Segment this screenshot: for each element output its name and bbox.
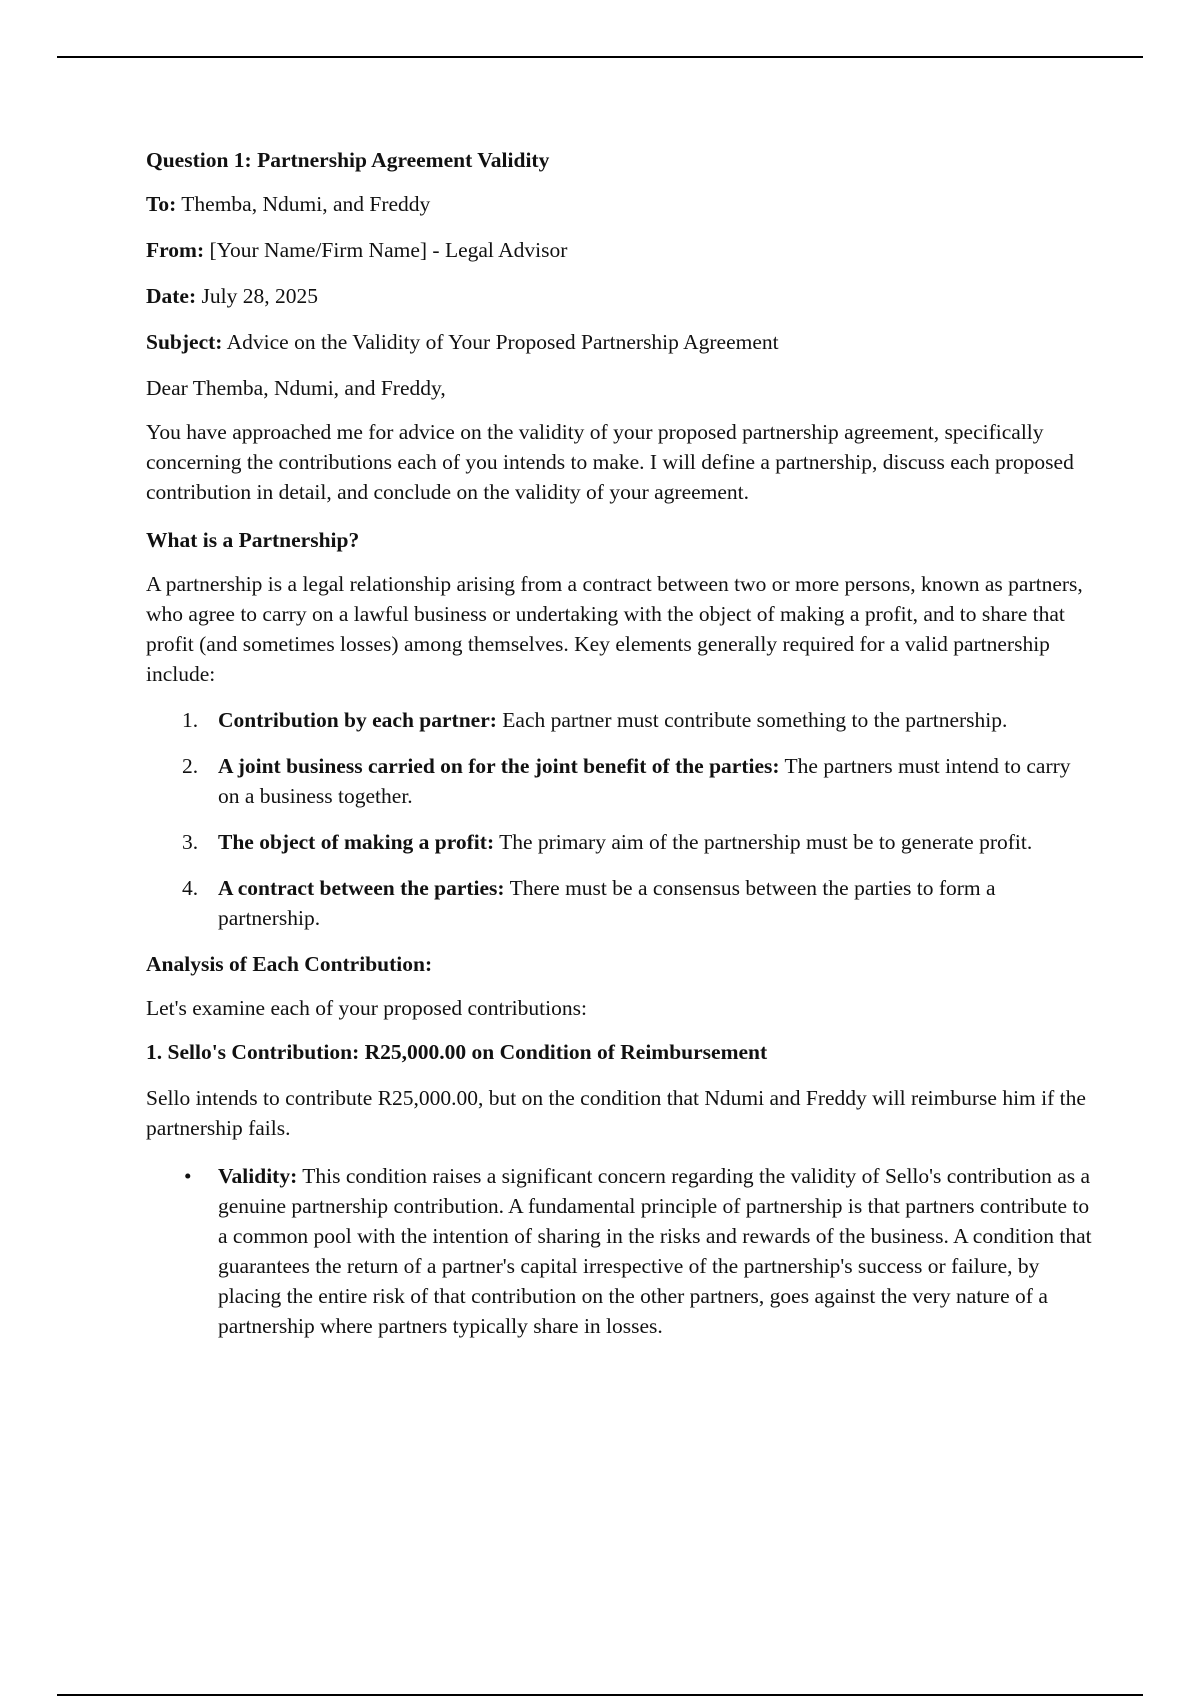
analysis-intro: Let's examine each of your proposed contributions:: [146, 996, 587, 1020]
list-number: 1.: [182, 708, 199, 732]
to-label: To:: [146, 192, 177, 216]
list-item-term: Contribution by each partner:: [218, 708, 497, 732]
from-line: [146, 235, 1096, 265]
bullet-marker: •: [184, 1164, 192, 1188]
section-heading-partnership: What is a Partnership?: [146, 528, 360, 552]
subject-label: Subject:: [146, 330, 223, 354]
list-item: [146, 827, 1096, 857]
list-item: [146, 751, 1096, 811]
document-body: [146, 145, 1096, 1341]
validity-text: This condition raises a significant concern regarding the validity of Sello's contribution as a genuine partnership contribution. A fundamental principle of partnership is that partners contribute to a common pool with the intention of sharing in the risks and rewards of the business. A condition that guarantees the return of a partner's capital irrespective of the partnership's success or failure, by placing the entire risk of that contribution on the other partners, goes against the very nature of a partnership where partners typically share in losses.: [218, 1164, 1092, 1338]
section-heading-analysis: Analysis of Each Contribution:: [146, 952, 433, 976]
list-number: 3.: [182, 830, 199, 854]
salutation: Dear Themba, Ndumi, and Freddy,: [146, 376, 446, 400]
list-item-text: The primary aim of the partnership must be to generate profit.: [494, 830, 1033, 854]
list-number: 4.: [182, 876, 199, 900]
from-label: From:: [146, 238, 205, 262]
intro-paragraph: You have approached me for advice on the validity of your proposed partnership agreement, specifically concerning the contributions each of you intends to make. I will define a partnership, discuss each proposed contribution in detail, and conclude on the validity of your agreement.: [146, 420, 1074, 504]
list-item-text: Each partner must contribute something to the partnership.: [496, 708, 1008, 732]
list-item: [146, 705, 1096, 735]
list-item-term: The object of making a profit:: [218, 830, 495, 854]
date-value: July 28, 2025: [201, 284, 318, 308]
partnership-definition: A partnership is a legal relationship arising from a contract between two or more persons, known as partners, who agree to carry on a lawful business or undertaking with the object of making a profit, and to share that profit (and sometimes losses) among themselves. Key elements generally required for a valid partnership include:: [146, 572, 1083, 686]
document-title: Question 1: Partnership Agreement Validity: [146, 148, 550, 172]
sello-heading: 1. Sello's Contribution: R25,000.00 on Condition of Reimbursement: [146, 1040, 768, 1064]
sello-paragraph: Sello intends to contribute R25,000.00, but on the condition that Ndumi and Freddy will reimburse him if the partnership fails.: [146, 1086, 1086, 1140]
date-line: [146, 281, 1096, 311]
subject-line: [146, 327, 1096, 357]
to-line: [146, 189, 1096, 219]
list-item-term: A joint business carried on for the joint benefit of the parties:: [218, 754, 780, 778]
top-rule: [57, 56, 1143, 58]
list-number: 2.: [182, 754, 199, 778]
list-item-text: The partners must intend to carry on a business together.: [218, 754, 1071, 808]
subject-value: Advice on the Validity of Your Proposed Partnership Agreement: [226, 330, 779, 354]
from-value: [Your Name/Firm Name] - Legal Advisor: [209, 238, 568, 262]
validity-label: Validity:: [218, 1164, 298, 1188]
list-item-term: A contract between the parties:: [218, 876, 505, 900]
to-value: Themba, Ndumi, and Freddy: [181, 192, 431, 216]
list-item: [146, 873, 1096, 933]
list-item-text: There must be a consensus between the parties to form a partnership.: [218, 876, 996, 930]
date-label: Date:: [146, 284, 197, 308]
bottom-rule: [57, 1694, 1143, 1696]
validity-bullet-item: [146, 1161, 1096, 1341]
elements-list: [146, 705, 1096, 933]
